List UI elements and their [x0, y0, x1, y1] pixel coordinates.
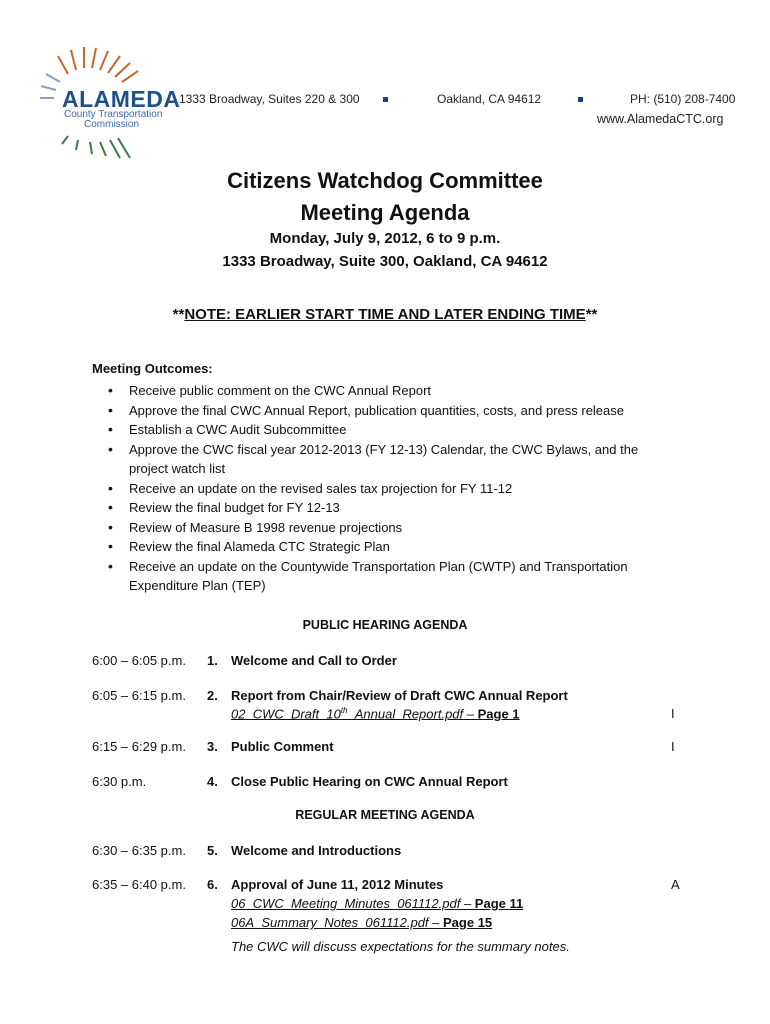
- logo-wordmark: ALAMEDA: [62, 86, 181, 112]
- attachment-link[interactable]: 06A_Summary_Notes_061112.pdf – Page 15: [231, 915, 493, 930]
- outcomes-list: [108, 381, 668, 596]
- logo-subtitle: [64, 110, 162, 130]
- attachment-link[interactable]: 02_CWC_Draft_10th_Annual_Report.pdf – Page 1: [231, 706, 520, 722]
- agenda-time: 6:15 – 6:29 p.m.: [92, 739, 186, 754]
- agenda-item-title: Report from Chair/Review of Draft CWC Annual Report: [231, 688, 568, 703]
- agenda-item-title: Welcome and Call to Order: [231, 653, 397, 668]
- agenda-item-title: Approval of June 11, 2012 Minutes: [231, 877, 444, 892]
- agenda-time: 6:30 p.m.: [92, 774, 147, 789]
- header-address: 1333 Broadway, Suites 220 & 300: [179, 92, 360, 106]
- list-item: • Receive public comment on the CWC Annual Report: [108, 381, 668, 401]
- header-city: Oakland, CA 94612: [437, 92, 542, 106]
- action-code: I: [671, 739, 675, 754]
- agenda-time: 6:30 – 6:35 p.m.: [92, 843, 186, 858]
- logo-rays-top: [58, 47, 138, 82]
- agenda-time: 6:35 – 6:40 p.m.: [92, 877, 186, 892]
- agenda-number: 5.: [207, 843, 218, 858]
- header-website[interactable]: www.AlamedaCTC.org: [597, 112, 724, 126]
- meeting-location: 1333 Broadway, Suite 300, Oakland, CA 94612: [222, 253, 548, 270]
- list-item: • Approve the final CWC Annual Report, publication quantities, costs, and press release: [108, 401, 668, 421]
- agenda-number: 6.: [207, 877, 218, 892]
- separator-square: [578, 97, 583, 102]
- list-item: • Receive an update on the revised sales tax projection for FY 11-12: [108, 479, 668, 499]
- agenda-number: 1.: [207, 653, 218, 668]
- logo-subtitle-line2: Commission: [84, 119, 140, 130]
- page-title: Citizens Watchdog Committee: [227, 168, 543, 193]
- agenda-item-title: Close Public Hearing on CWC Annual Report: [231, 774, 508, 789]
- list-item: • Review of Measure B 1998 revenue projections: [108, 518, 668, 538]
- logo-rays-left: [40, 74, 60, 98]
- list-item: • Review the final Alameda CTC Strategic Plan: [108, 537, 668, 557]
- time-note: **NOTE: EARLIER START TIME AND LATER ENDING TIME**: [172, 306, 598, 323]
- header-phone: PH: (510) 208-7400: [630, 92, 736, 106]
- agenda-number: 2.: [207, 688, 218, 703]
- public-hearing-heading: PUBLIC HEARING AGENDA: [302, 618, 468, 632]
- meeting-date: Monday, July 9, 2012, 6 to 9 p.m.: [269, 230, 501, 247]
- logo-rays-bottom: [62, 136, 130, 158]
- logo-subtitle-line1: County Transportation: [64, 109, 163, 120]
- agenda-item-title: Public Comment: [231, 739, 334, 754]
- outcomes-heading: Meeting Outcomes:: [92, 361, 213, 376]
- regular-meeting-heading: REGULAR MEETING AGENDA: [295, 808, 475, 822]
- list-item: • Review the final budget for FY 12-13: [108, 498, 668, 518]
- list-item: • Establish a CWC Audit Subcommittee: [108, 420, 668, 440]
- page-subtitle: Meeting Agenda: [300, 200, 470, 225]
- list-item: • Approve the CWC fiscal year 2012-2013 (FY 12-13) Calendar, the CWC Bylaws, and the project watch list: [108, 440, 668, 479]
- item-note: The CWC will discuss expectations for the summary notes.: [231, 939, 570, 954]
- agenda-item-title: Welcome and Introductions: [231, 843, 402, 858]
- list-item: • Receive an update on the Countywide Transportation Plan (CWTP) and Transportation Expenditure Plan (TEP): [108, 557, 668, 596]
- agenda-time: 6:00 – 6:05 p.m.: [92, 653, 186, 668]
- action-code: A: [671, 877, 680, 892]
- agenda-time: 6:05 – 6:15 p.m.: [92, 688, 186, 703]
- separator-square: [383, 97, 388, 102]
- attachment-link[interactable]: 06_CWC_Meeting_Minutes_061112.pdf – Page 11: [231, 896, 524, 911]
- agenda-number: 4.: [207, 774, 218, 789]
- action-code: I: [671, 706, 675, 721]
- agenda-number: 3.: [207, 739, 218, 754]
